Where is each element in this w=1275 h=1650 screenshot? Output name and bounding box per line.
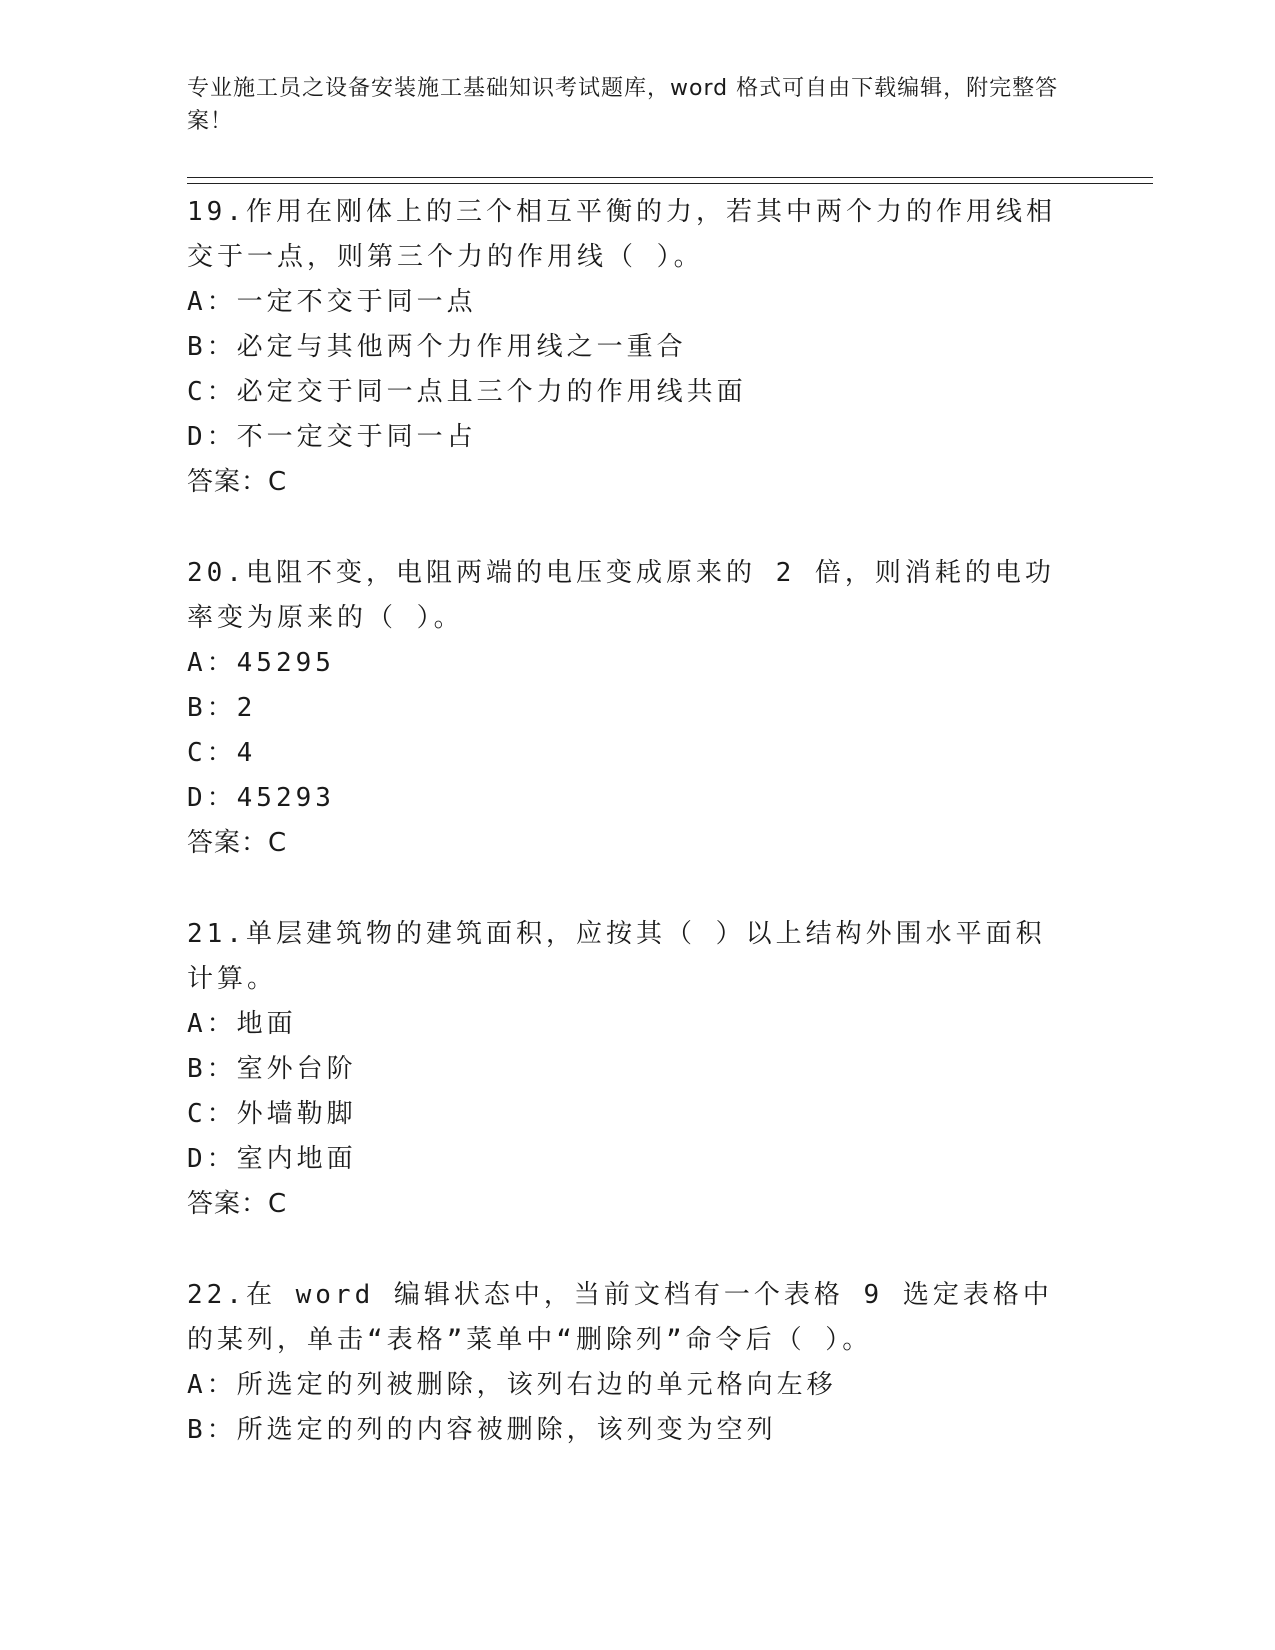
- option-d: D：不一定交于同一占: [187, 422, 477, 452]
- option-a: A：地面: [187, 1009, 297, 1039]
- option-c: C：外墙勒脚: [187, 1099, 357, 1129]
- answer: 答案：C: [187, 1189, 288, 1219]
- option-b: B：所选定的列的内容被删除，该列变为空列: [187, 1415, 777, 1445]
- question-text: 22.在 word 编辑状态中，当前文档有一个表格 9 选定表格中的某列，单击“表格”菜单中“删除列”命令后（ ）。: [187, 1280, 1053, 1355]
- option-a: A：所选定的列被删除，该列右边的单元格向左移: [187, 1370, 837, 1400]
- answer: 答案：C: [187, 467, 288, 497]
- question-22: [187, 1273, 1087, 1453]
- question-20: [187, 551, 1087, 866]
- option-a: A：45295: [187, 648, 335, 678]
- option-b: B：室外台阶: [187, 1054, 357, 1084]
- option-c: C：4: [187, 738, 257, 768]
- question-list: [187, 190, 1087, 1499]
- question-text: 21.单层建筑物的建筑面积，应按其（ ）以上结构外围水平面积计算。: [187, 919, 1046, 994]
- option-d: D：45293: [187, 783, 335, 813]
- question-text: 20.电阻不变，电阻两端的电压变成原来的 2 倍，则消耗的电功率变为原来的（ ）。: [187, 558, 1055, 633]
- option-d: D：室内地面: [187, 1144, 357, 1174]
- option-b: B：必定与其他两个力作用线之一重合: [187, 332, 687, 362]
- question-21: [187, 912, 1087, 1227]
- option-c: C：必定交于同一点且三个力的作用线共面: [187, 377, 747, 407]
- option-a: A：一定不交于同一点: [187, 287, 477, 317]
- question-text: 19.作用在刚体上的三个相互平衡的力，若其中两个力的作用线相交于一点，则第三个力的作用线（ ）。: [187, 197, 1056, 272]
- header-divider-top: [187, 177, 1153, 178]
- answer: 答案：C: [187, 828, 288, 858]
- question-19: [187, 190, 1087, 505]
- document-header: 专业施工员之设备安装施工基础知识考试题库，word 格式可自由下载编辑，附完整答案！: [187, 76, 1059, 134]
- option-b: B：2: [187, 693, 257, 723]
- header-divider-bottom: [187, 183, 1153, 184]
